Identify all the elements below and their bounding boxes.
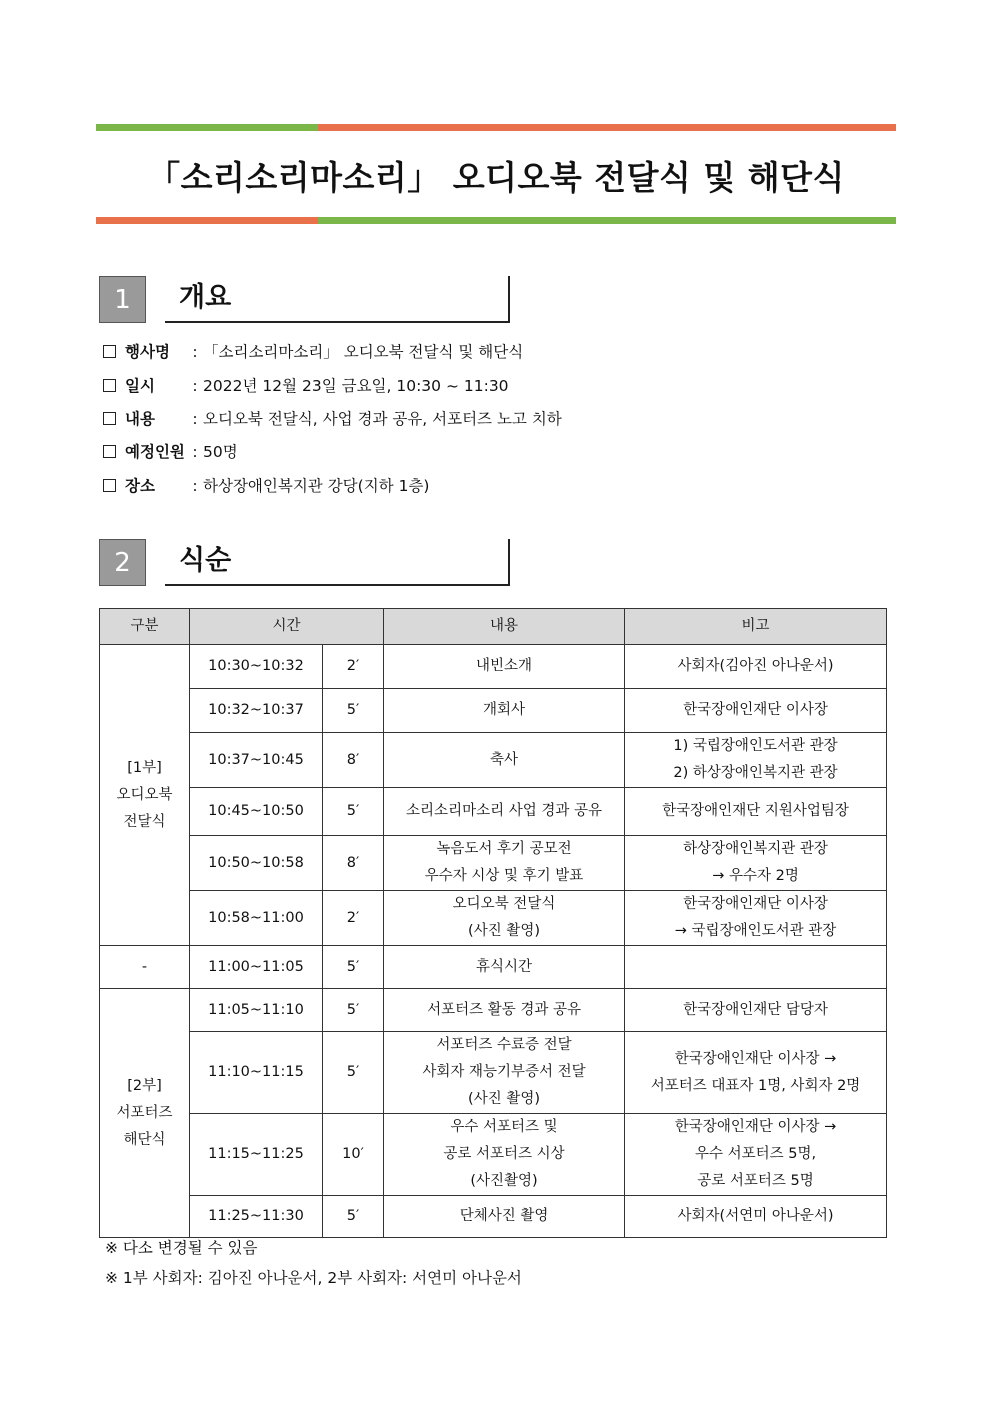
table-row [100, 645, 887, 689]
group-part1: [1부] 오디오북 전달식 [100, 645, 190, 946]
duration-cell: 5′ [323, 788, 384, 836]
checkbox-icon [103, 479, 116, 492]
duration-cell: 8′ [323, 733, 384, 788]
duration-cell: 5′ [323, 1032, 384, 1114]
time-cell: 10:32~10:37 [190, 689, 323, 733]
header-content: 내용 [384, 609, 625, 645]
time-cell: 10:58~11:00 [190, 891, 323, 946]
time-cell: 10:37~10:45 [190, 733, 323, 788]
duration-cell: 10′ [323, 1114, 384, 1196]
checkbox-icon [103, 445, 116, 458]
group-break: - [100, 946, 190, 989]
bottom-bar-orange [96, 217, 318, 224]
note-cell: 한국장애인재단 이사장 [625, 689, 887, 733]
time-cell: 10:30~10:32 [190, 645, 323, 689]
note-cell: 1) 국립장애인도서관 관장 2) 하상장애인복지관 관장 [625, 733, 887, 788]
table-row [100, 836, 887, 891]
table-row [100, 989, 887, 1032]
table-row [100, 1032, 887, 1114]
note-cell: 사회자(김아진 아나운서) [625, 645, 887, 689]
table-header-row [100, 609, 887, 645]
info-venue: 장소 : 하상장애인복지관 강당(지하 1층) [103, 476, 429, 496]
content-cell: 소리소리마소리 사업 경과 공유 [384, 788, 625, 836]
info-event-name: 행사명 : 「소리소리마소리」 오디오북 전달식 및 해단식 [103, 342, 523, 362]
bottom-bar-green [318, 217, 896, 224]
footnote-1: ※ 다소 변경될 수 있음 [105, 1239, 258, 1257]
section-2-number: 2 [99, 539, 146, 586]
table-row [100, 1196, 887, 1238]
document-title: 「소리소리마소리」 오디오북 전달식 및 해단식 [147, 158, 845, 197]
info-value: 오디오북 전달식, 사업 경과 공유, 서포터즈 노고 치하 [203, 410, 562, 428]
table-row [100, 946, 887, 989]
top-bar-green [96, 124, 318, 131]
header-category: 구분 [100, 609, 190, 645]
schedule-table [99, 608, 887, 1238]
time-cell: 11:05~11:10 [190, 989, 323, 1032]
group-part2: [2부] 서포터즈 해단식 [100, 989, 190, 1238]
note-cell: 사회자(서연미 아나운서) [625, 1196, 887, 1238]
info-label: 내용 [125, 410, 155, 428]
info-value: 2022년 12월 23일 금요일, 10:30 ~ 11:30 [203, 377, 509, 395]
table-row [100, 891, 887, 946]
content-cell: 축사 [384, 733, 625, 788]
content-cell: 서포터즈 활동 경과 공유 [384, 989, 625, 1032]
info-content: 내용 : 오디오북 전달식, 사업 경과 공유, 서포터즈 노고 치하 [103, 409, 562, 429]
info-value: 하상장애인복지관 강당(지하 1층) [203, 477, 430, 495]
content-cell: 단체사진 촬영 [384, 1196, 625, 1238]
duration-cell: 5′ [323, 989, 384, 1032]
info-datetime: 일시 : 2022년 12월 23일 금요일, 10:30 ~ 11:30 [103, 376, 509, 396]
checkbox-icon [103, 412, 116, 425]
table-row [100, 733, 887, 788]
section-2-title: 식순 [165, 539, 510, 586]
content-cell: 녹음도서 후기 공모전 우수자 시상 및 후기 발표 [384, 836, 625, 891]
note-cell: 한국장애인재단 이사장 → 서포터즈 대표자 1명, 사회자 2명 [625, 1032, 887, 1114]
info-label: 장소 [125, 477, 155, 495]
time-cell: 10:45~10:50 [190, 788, 323, 836]
duration-cell: 5′ [323, 946, 384, 989]
note-cell: 한국장애인재단 이사장 → 우수 서포터즈 5명, 공로 서포터즈 5명 [625, 1114, 887, 1196]
time-cell: 11:15~11:25 [190, 1114, 323, 1196]
note-cell: 하상장애인복지관 관장 → 우수자 2명 [625, 836, 887, 891]
section-1-number: 1 [99, 276, 146, 323]
top-bar-orange [318, 124, 896, 131]
table-row [100, 689, 887, 733]
info-value: 50명 [203, 443, 238, 461]
note-cell: 한국장애인재단 담당자 [625, 989, 887, 1032]
table-row [100, 788, 887, 836]
info-value: 「소리소리마소리」 오디오북 전달식 및 해단식 [203, 343, 524, 361]
info-label: 예정인원 [125, 443, 185, 461]
content-cell: 개회사 [384, 689, 625, 733]
duration-cell: 2′ [323, 891, 384, 946]
table-row [100, 1114, 887, 1196]
header-time: 시간 [190, 609, 384, 645]
time-cell: 11:25~11:30 [190, 1196, 323, 1238]
info-label: 행사명 [125, 343, 170, 361]
checkbox-icon [103, 345, 116, 358]
note-cell [625, 946, 887, 989]
duration-cell: 8′ [323, 836, 384, 891]
duration-cell: 2′ [323, 645, 384, 689]
duration-cell: 5′ [323, 689, 384, 733]
content-cell: 서포터즈 수료증 전달 사회자 재능기부증서 전달 (사진 촬영) [384, 1032, 625, 1114]
info-label: 일시 [125, 377, 155, 395]
duration-cell: 5′ [323, 1196, 384, 1238]
footnote-2: ※ 1부 사회자: 김아진 아나운서, 2부 사회자: 서연미 아나운서 [105, 1269, 522, 1287]
content-cell: 내빈소개 [384, 645, 625, 689]
content-cell: 우수 서포터즈 및 공로 서포터즈 시상 (사진촬영) [384, 1114, 625, 1196]
content-cell: 휴식시간 [384, 946, 625, 989]
time-cell: 11:10~11:15 [190, 1032, 323, 1114]
header-note: 비고 [625, 609, 887, 645]
time-cell: 10:50~10:58 [190, 836, 323, 891]
note-cell: 한국장애인재단 이사장 → 국립장애인도서관 관장 [625, 891, 887, 946]
content-cell: 오디오북 전달식 (사진 촬영) [384, 891, 625, 946]
section-1-title: 개요 [165, 276, 510, 323]
checkbox-icon [103, 379, 116, 392]
note-cell: 한국장애인재단 지원사업팀장 [625, 788, 887, 836]
info-attendees: 예정인원 : 50명 [103, 442, 238, 462]
time-cell: 11:00~11:05 [190, 946, 323, 989]
